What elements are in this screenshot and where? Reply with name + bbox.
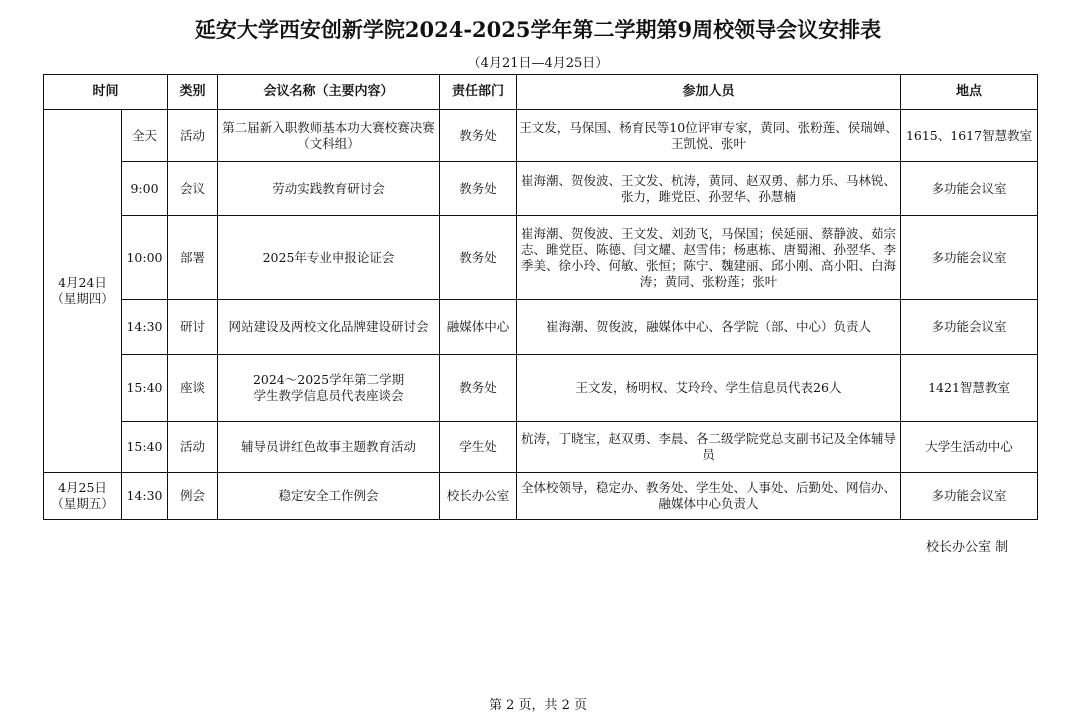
header-time: 时间	[44, 75, 168, 110]
category-cell: 活动	[168, 110, 218, 162]
category-cell: 研讨	[168, 300, 218, 355]
meeting-line: 学生教学信息员代表座谈会	[253, 388, 404, 403]
time-cell: 9:00	[122, 162, 168, 216]
table-row	[44, 300, 1038, 355]
header-category: 类别	[168, 75, 218, 110]
category-cell: 会议	[168, 162, 218, 216]
weekday-label: （星期四）	[51, 291, 114, 306]
page-number: 第 2 页，共 2 页	[488, 698, 588, 713]
meeting-cell: 劳动实践教育研讨会	[218, 162, 440, 216]
weekday-label: （星期五）	[51, 496, 114, 511]
department-cell: 校长办公室	[440, 473, 517, 520]
location-cell: 多功能会议室	[901, 473, 1038, 520]
date-label: 4月24日	[58, 275, 107, 290]
location-cell: 1615、1617智慧教室	[901, 110, 1038, 162]
location-cell: 大学生活动中心	[901, 422, 1038, 473]
date-range: （4月21日—4月25日）	[467, 56, 609, 71]
category-cell: 部署	[168, 216, 218, 300]
table-row	[44, 216, 1038, 300]
meeting-cell: 第二届新入职教师基本功大赛校赛决赛（文科组）	[218, 110, 440, 162]
time-cell: 14:30	[122, 473, 168, 520]
date-cell	[44, 473, 122, 520]
date-label: 4月25日	[58, 480, 107, 495]
participants-cell: 杭涛，丁晓宝，赵双勇、李晨、各二级学院党总支副书记及全体辅导员	[517, 422, 901, 473]
department-cell: 教务处	[440, 216, 517, 300]
header-participants: 参加人员	[517, 75, 901, 110]
table-row	[44, 355, 1038, 422]
location-cell: 1421智慧教室	[901, 355, 1038, 422]
time-cell: 15:40	[122, 355, 168, 422]
issuing-office: 校长办公室 制	[926, 540, 1009, 555]
category-cell: 座谈	[168, 355, 218, 422]
table-row	[44, 473, 1038, 520]
department-cell: 教务处	[440, 162, 517, 216]
table-row	[44, 110, 1038, 162]
participants-cell: 崔海潮、贺俊波，融媒体中心、各学院（部、中心）负责人	[517, 300, 901, 355]
participants-cell: 王文发，马保国、杨育民等10位评审专家，黄同、张粉莲、侯瑞婵、王凯悦、张叶	[517, 110, 901, 162]
category-cell: 例会	[168, 473, 218, 520]
department-cell: 融媒体中心	[440, 300, 517, 355]
meeting-line: 2024～2025学年第二学期	[252, 372, 405, 387]
meeting-cell: 辅导员讲红色故事主题教育活动	[218, 422, 440, 473]
header-location: 地点	[901, 75, 1038, 110]
schedule-table	[43, 74, 1038, 520]
header-row	[44, 75, 1038, 110]
meeting-cell: 稳定安全工作例会	[218, 473, 440, 520]
location-cell: 多功能会议室	[901, 216, 1038, 300]
participants-cell: 崔海潮、贺俊波、王文发、杭涛，黄同、赵双勇、郝力乐、马林锐、张力，雎党臣、孙翌华、孙慧楠	[517, 162, 901, 216]
participants-cell: 崔海潮、贺俊波、王文发、刘劲飞，马保国；侯延丽、蔡静波、茹宗志、雎党臣、陈德、闫文耀、赵雪伟；杨惠栋、唐蜀湘、孙翌华、李季美、徐小玲、何敏、张恒；陈宁、魏建丽、邱小刚、高小阳、白海涛；黄同、张粉莲；张叶	[517, 216, 901, 300]
participants-cell: 王文发，杨明权、艾玲玲、学生信息员代表26人	[517, 355, 901, 422]
time-cell: 10:00	[122, 216, 168, 300]
meeting-cell	[218, 355, 440, 422]
page-title: 延安大学西安创新学院2024-2025学年第二学期第9周校领导会议安排表	[194, 17, 882, 42]
location-cell: 多功能会议室	[901, 300, 1038, 355]
date-cell	[44, 110, 122, 473]
department-cell: 学生处	[440, 422, 517, 473]
table-row	[44, 422, 1038, 473]
participants-cell: 全体校领导，稳定办、教务处、学生处、人事处、后勤处、网信办、融媒体中心负责人	[517, 473, 901, 520]
meeting-cell: 网站建设及两校文化品牌建设研讨会	[218, 300, 440, 355]
department-cell: 教务处	[440, 355, 517, 422]
header-meeting: 会议名称（主要内容）	[218, 75, 440, 110]
category-cell: 活动	[168, 422, 218, 473]
meeting-cell: 2025年专业申报论证会	[218, 216, 440, 300]
time-cell: 15:40	[122, 422, 168, 473]
department-cell: 教务处	[440, 110, 517, 162]
header-department: 责任部门	[440, 75, 517, 110]
table-row	[44, 162, 1038, 216]
time-cell: 全天	[122, 110, 168, 162]
location-cell: 多功能会议室	[901, 162, 1038, 216]
time-cell: 14:30	[122, 300, 168, 355]
